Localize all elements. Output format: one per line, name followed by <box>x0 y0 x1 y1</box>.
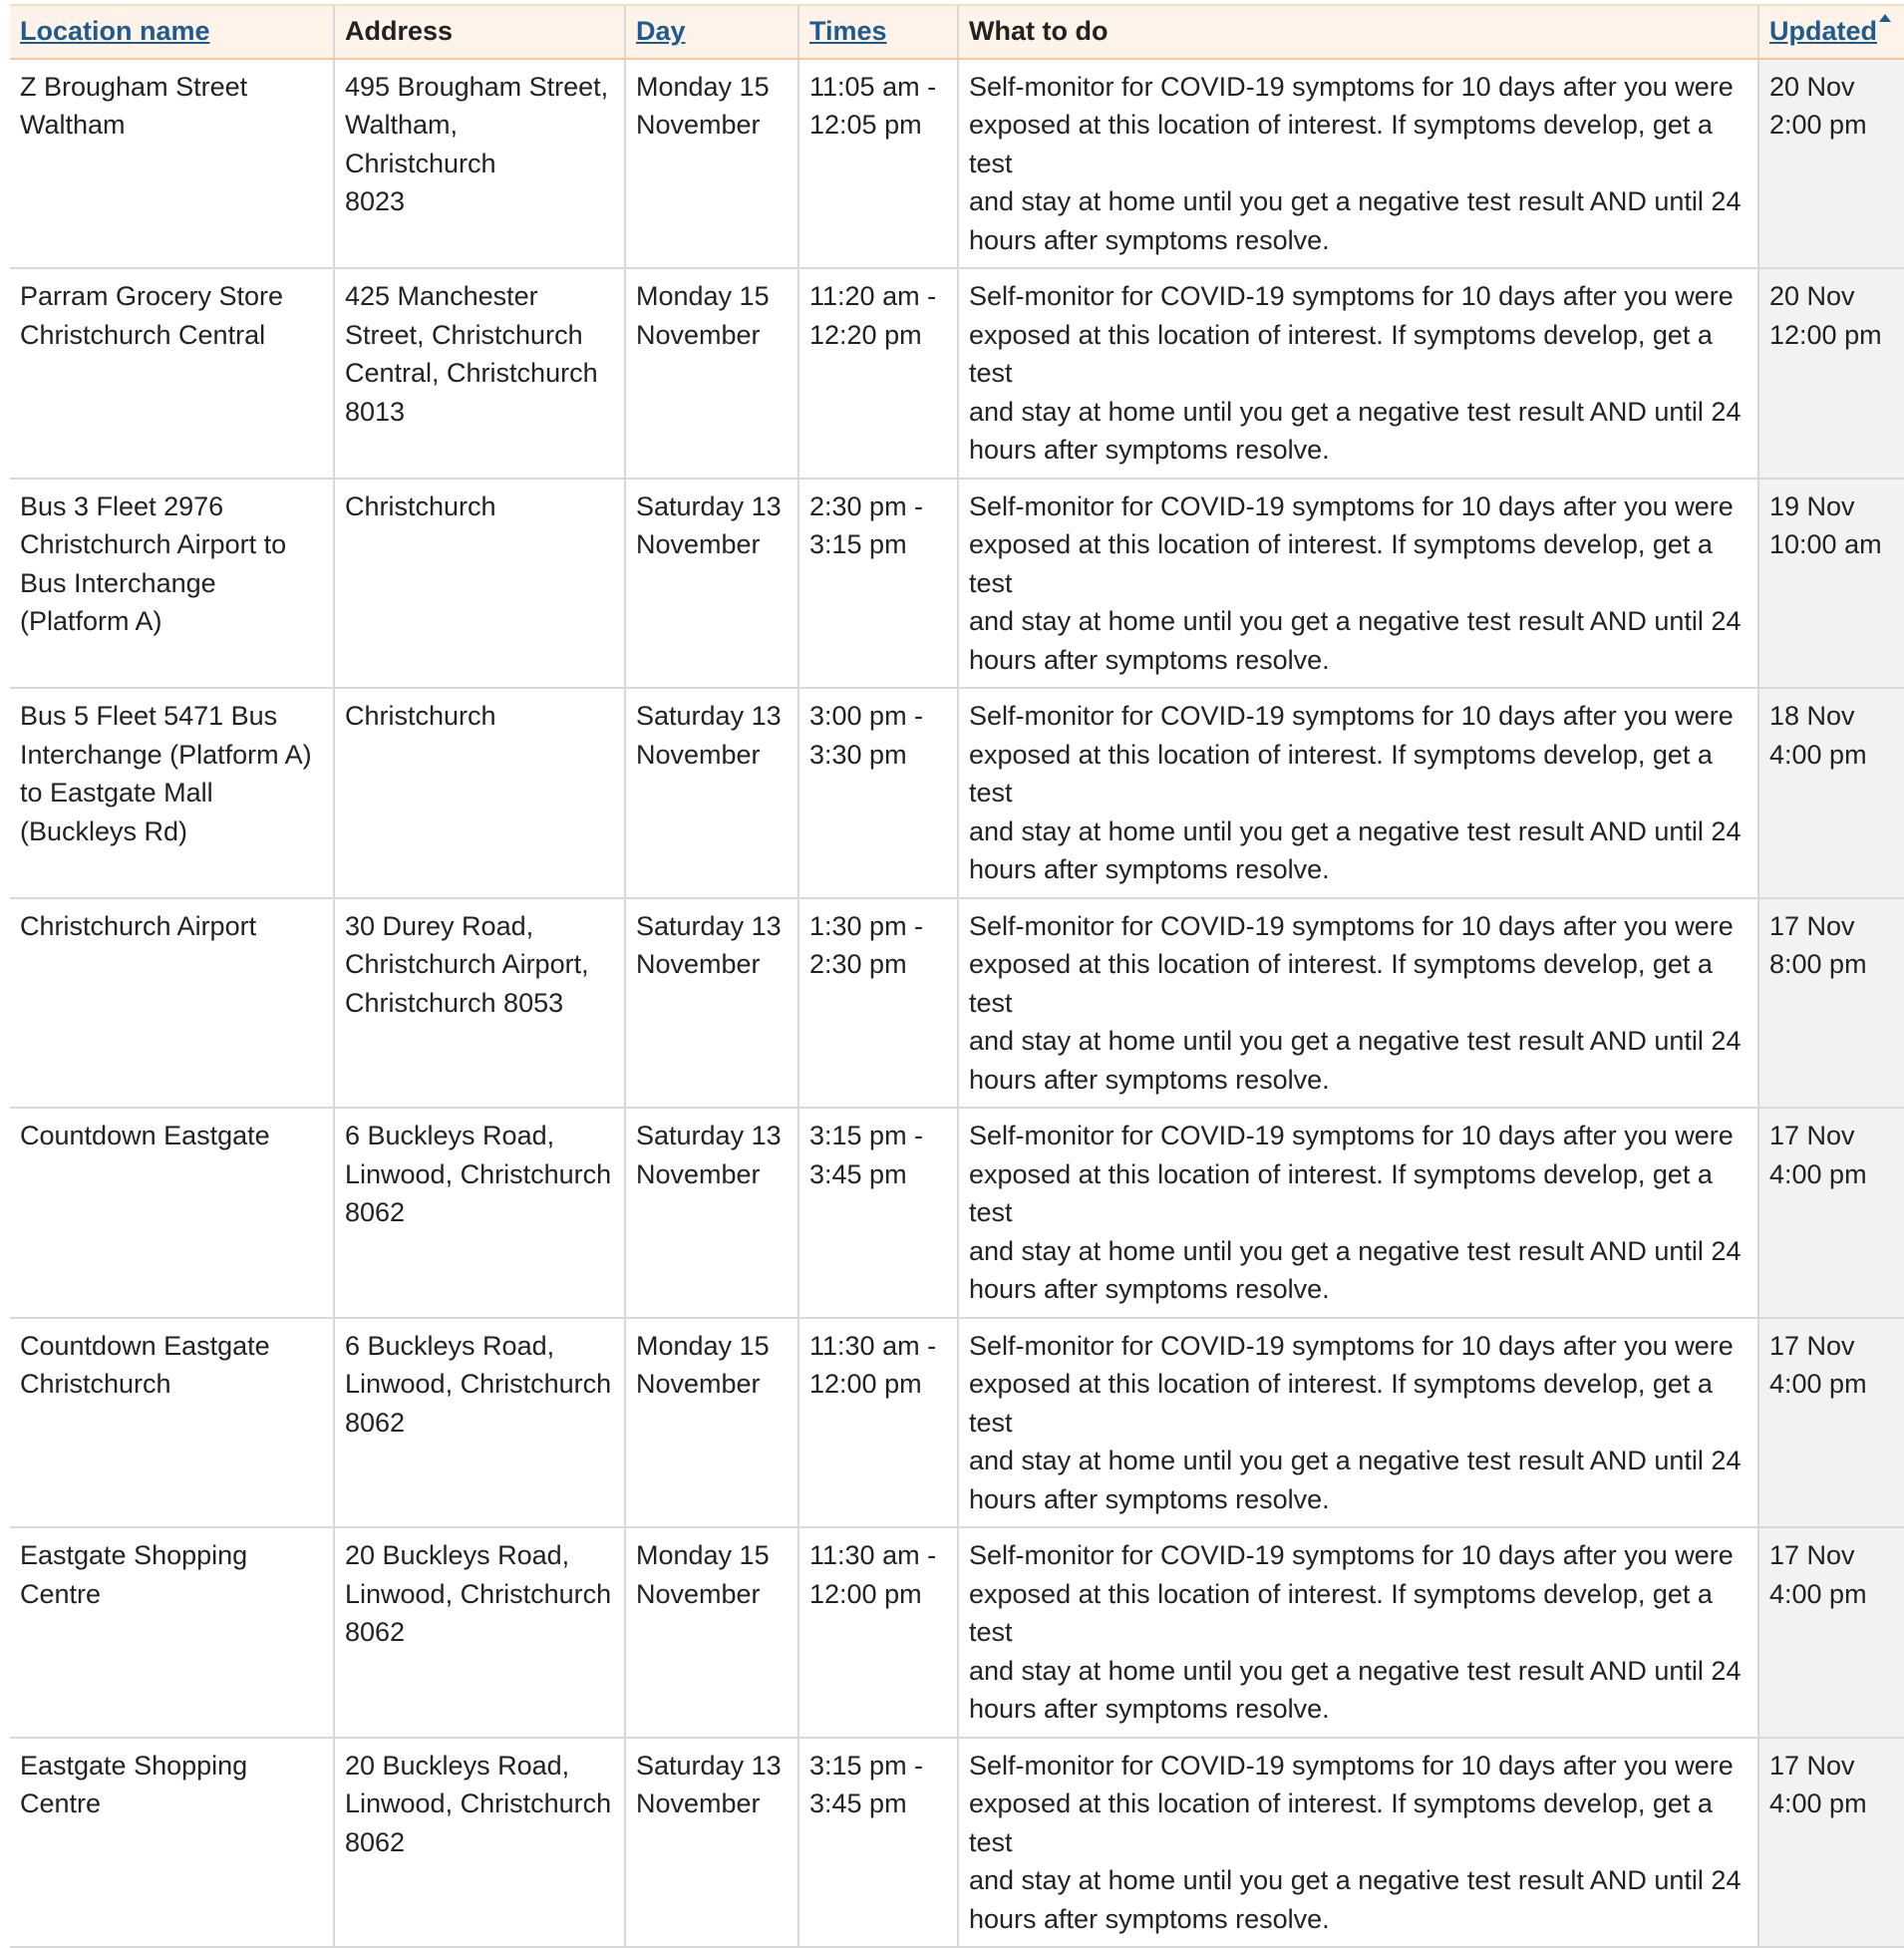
what-to-do-cell-line: hours after symptoms resolve. <box>969 1064 1330 1095</box>
address-cell <box>334 1318 625 1528</box>
updated-cell-line: 8:00 pm <box>1769 949 1867 979</box>
updated-cell-line: 17 Nov <box>1769 1540 1855 1570</box>
updated-cell-line: 2:00 pm <box>1769 110 1867 140</box>
address-cell-line: 8062 <box>345 1407 406 1438</box>
day-cell-line: Saturday 13 <box>636 701 782 731</box>
what-to-do-cell-line: and stay at home until you get a negative test result AND until 24 <box>969 1235 1742 1266</box>
updated-cell <box>1758 1108 1904 1318</box>
what-to-do-cell-line: exposed at this location of interest. If symptoms develop, get a test <box>969 1158 1713 1227</box>
table-row <box>10 479 1904 689</box>
table-row <box>10 688 1904 898</box>
address-cell-line: 8062 <box>345 1197 406 1227</box>
location-name-cell-line: Waltham <box>20 110 126 140</box>
day-cell <box>625 479 798 689</box>
column-header-updated[interactable] <box>1758 5 1904 59</box>
times-cell <box>798 59 958 269</box>
day-cell-line: Monday 15 <box>636 1330 770 1361</box>
updated-cell-line: 17 Nov <box>1769 1121 1855 1150</box>
what-to-do-cell-line: hours after symptoms resolve. <box>969 1483 1330 1514</box>
times-cell <box>798 1527 958 1738</box>
what-to-do-cell-line: hours after symptoms resolve. <box>969 1274 1330 1304</box>
times-cell-line: 3:00 pm - <box>809 701 924 731</box>
sort-ascending-icon <box>1879 14 1891 22</box>
address-cell <box>334 898 625 1109</box>
address-cell-line: 6 Buckleys Road, <box>345 1330 555 1361</box>
what-to-do-cell <box>958 59 1758 269</box>
what-to-do-cell-line: Self-monitor for COVID-19 symptoms for 10 days after you were <box>969 1330 1734 1361</box>
address-cell-line: Linwood, Christchurch <box>345 1788 612 1818</box>
updated-cell-line: 20 Nov <box>1769 71 1855 102</box>
address-cell-line: 425 Manchester <box>345 281 538 311</box>
day-cell-line: November <box>636 949 761 979</box>
updated-cell-line: 12:00 pm <box>1769 319 1882 350</box>
what-to-do-cell-line: hours after symptoms resolve. <box>969 1903 1330 1934</box>
what-to-do-cell-line: exposed at this location of interest. If symptoms develop, get a test <box>969 739 1713 808</box>
times-cell-line: 12:00 pm <box>809 1578 922 1609</box>
day-cell-line: November <box>636 739 761 770</box>
times-cell <box>798 268 958 479</box>
what-to-do-cell-line: hours after symptoms resolve. <box>969 1694 1330 1724</box>
what-to-do-cell-line: hours after symptoms resolve. <box>969 644 1330 675</box>
location-name-cell-line: Centre <box>20 1578 102 1609</box>
location-name-cell <box>10 898 334 1109</box>
address-cell-line: 8013 <box>345 396 406 427</box>
times-cell <box>798 898 958 1109</box>
address-cell-line: Linwood, Christchurch <box>345 1578 612 1609</box>
location-name-cell-line: Christchurch Airport <box>20 910 257 941</box>
day-cell-line: November <box>636 319 761 350</box>
location-name-cell-line: to Eastgate Mall <box>20 778 213 808</box>
day-cell <box>625 59 798 269</box>
times-cell <box>798 1738 958 1948</box>
updated-cell <box>1758 1738 1904 1948</box>
what-to-do-cell <box>958 479 1758 689</box>
day-cell <box>625 1318 798 1528</box>
times-cell-line: 11:30 am - <box>809 1540 937 1570</box>
address-cell-line: 20 Buckleys Road, <box>345 1540 570 1570</box>
day-cell <box>625 1527 798 1738</box>
address-cell <box>334 59 625 269</box>
day-cell-line: November <box>636 1578 761 1609</box>
times-cell-line: 2:30 pm - <box>809 490 924 521</box>
what-to-do-cell-line: and stay at home until you get a negative test result AND until 24 <box>969 396 1742 427</box>
day-cell-line: Monday 15 <box>636 71 770 102</box>
updated-cell-line: 4:00 pm <box>1769 1788 1867 1818</box>
what-to-do-cell-line: exposed at this location of interest. If symptoms develop, get a test <box>969 110 1713 178</box>
what-to-do-cell-line: exposed at this location of interest. If symptoms develop, get a test <box>969 949 1713 1018</box>
location-name-cell-line: Christchurch Airport to <box>20 529 287 559</box>
location-name-cell <box>10 1318 334 1528</box>
updated-cell <box>1758 479 1904 689</box>
what-to-do-cell-line: exposed at this location of interest. If symptoms develop, get a test <box>969 1788 1713 1857</box>
address-cell-line: Street, Christchurch <box>345 319 583 350</box>
address-cell-line: Central, Christchurch <box>345 358 598 388</box>
address-cell-line: 8062 <box>345 1617 406 1647</box>
updated-cell <box>1758 688 1904 898</box>
address-cell-line: 495 Brougham Street, <box>345 71 609 102</box>
sort-times-link[interactable]: Times <box>809 16 887 46</box>
what-to-do-cell-line: hours after symptoms resolve. <box>969 854 1330 884</box>
address-cell-line: 30 Durey Road, <box>345 910 534 941</box>
locations-of-interest-table <box>10 4 1904 1948</box>
day-cell-line: Saturday 13 <box>636 490 782 521</box>
sort-day-link[interactable]: Day <box>636 16 686 46</box>
location-name-cell-line: (Buckleys Rd) <box>20 815 188 846</box>
column-header-location[interactable] <box>10 5 334 59</box>
what-to-do-cell-line: hours after symptoms resolve. <box>969 435 1330 465</box>
updated-cell-line: 4:00 pm <box>1769 1158 1867 1189</box>
times-cell-line: 3:15 pm <box>809 529 907 559</box>
location-name-cell <box>10 479 334 689</box>
what-to-do-cell <box>958 688 1758 898</box>
times-cell-line: 12:20 pm <box>809 319 922 350</box>
location-name-cell-line: Z Brougham Street <box>20 71 248 102</box>
address-cell <box>334 688 625 898</box>
what-to-do-cell <box>958 268 1758 479</box>
location-name-cell-line: Bus Interchange <box>20 567 216 598</box>
what-to-do-cell-line: Self-monitor for COVID-19 symptoms for 10 days after you were <box>969 1540 1734 1570</box>
day-cell-line: Saturday 13 <box>636 1750 782 1781</box>
what-to-do-cell-line: and stay at home until you get a negative test result AND until 24 <box>969 815 1742 846</box>
times-cell-line: 11:05 am - <box>809 71 937 102</box>
what-to-do-cell <box>958 1318 1758 1528</box>
day-cell-line: November <box>636 529 761 559</box>
table-header-row <box>10 5 1904 59</box>
what-to-do-cell-line: Self-monitor for COVID-19 symptoms for 10 days after you were <box>969 490 1734 521</box>
day-cell-line: November <box>636 110 761 140</box>
location-name-cell-line: Interchange (Platform A) <box>20 739 312 770</box>
updated-cell <box>1758 1527 1904 1738</box>
times-cell-line: 3:15 pm - <box>809 1750 924 1781</box>
day-cell-line: November <box>636 1369 761 1399</box>
what-to-do-cell-line: Self-monitor for COVID-19 symptoms for 10 days after you were <box>969 1750 1734 1781</box>
times-cell <box>798 1108 958 1318</box>
location-name-cell-line: Bus 3 Fleet 2976 <box>20 490 224 521</box>
day-cell <box>625 268 798 479</box>
location-name-cell-line: Christchurch Central <box>20 319 266 350</box>
times-cell <box>798 1318 958 1528</box>
day-cell <box>625 1738 798 1948</box>
times-cell-line: 11:30 am - <box>809 1330 937 1361</box>
table-row <box>10 268 1904 479</box>
times-cell-line: 3:30 pm <box>809 739 907 770</box>
what-to-do-cell <box>958 1738 1758 1948</box>
day-cell-line: November <box>636 1158 761 1189</box>
column-header-day[interactable] <box>625 5 798 59</box>
table-body <box>10 59 1904 1948</box>
updated-cell <box>1758 268 1904 479</box>
locations-table-container <box>10 4 1904 1948</box>
table-row <box>10 1738 1904 1948</box>
updated-cell-line: 10:00 am <box>1769 529 1882 559</box>
what-to-do-cell-line: Self-monitor for COVID-19 symptoms for 10 days after you were <box>969 701 1734 731</box>
what-to-do-cell-line: Self-monitor for COVID-19 symptoms for 10 days after you were <box>969 910 1734 941</box>
sort-location-link[interactable]: Location name <box>20 16 210 46</box>
address-header-label: Address <box>345 16 454 46</box>
table-row <box>10 1527 1904 1738</box>
location-name-cell <box>10 1108 334 1318</box>
location-name-cell-line: Eastgate Shopping <box>20 1750 248 1781</box>
sort-updated-link[interactable]: Updated <box>1769 16 1877 46</box>
address-cell-line: Waltham, Christchurch <box>345 110 496 178</box>
updated-cell-line: 4:00 pm <box>1769 739 1867 770</box>
address-cell-line: Christchurch <box>345 490 496 521</box>
updated-cell <box>1758 59 1904 269</box>
location-name-cell-line: (Platform A) <box>20 606 162 636</box>
table-row <box>10 898 1904 1109</box>
day-cell-line: Monday 15 <box>636 1540 770 1570</box>
updated-cell-line: 4:00 pm <box>1769 1578 1867 1609</box>
what-to-do-cell-line: and stay at home until you get a negative test result AND until 24 <box>969 1446 1742 1475</box>
what-to-do-cell-line: exposed at this location of interest. If symptoms develop, get a test <box>969 1369 1713 1438</box>
location-name-cell <box>10 688 334 898</box>
updated-cell-line: 20 Nov <box>1769 281 1855 311</box>
updated-cell-line: 19 Nov <box>1769 490 1855 521</box>
address-cell-line: Christchurch 8053 <box>345 987 564 1018</box>
what-to-do-cell <box>958 898 1758 1109</box>
updated-cell-line: 4:00 pm <box>1769 1369 1867 1399</box>
address-cell-line: 20 Buckleys Road, <box>345 1750 570 1781</box>
address-cell-line: Christchurch Airport, <box>345 949 589 979</box>
what-to-do-cell-line: Self-monitor for COVID-19 symptoms for 10 days after you were <box>969 281 1734 311</box>
times-cell-line: 11:20 am - <box>809 281 937 311</box>
updated-cell-line: 17 Nov <box>1769 1330 1855 1361</box>
times-cell-line: 12:05 pm <box>809 110 922 140</box>
address-cell-line: Linwood, Christchurch <box>345 1158 612 1189</box>
location-name-cell <box>10 1738 334 1948</box>
day-cell-line: November <box>636 1788 761 1818</box>
day-cell <box>625 898 798 1109</box>
table-row <box>10 59 1904 269</box>
day-cell-line: Saturday 13 <box>636 910 782 941</box>
address-cell-line: 8023 <box>345 186 406 216</box>
what-to-do-cell-line: and stay at home until you get a negative test result AND until 24 <box>969 1655 1742 1686</box>
column-header-address <box>334 5 625 59</box>
location-name-cell-line: Countdown Eastgate <box>20 1121 270 1150</box>
updated-cell-line: 17 Nov <box>1769 1750 1855 1781</box>
times-cell-line: 3:45 pm <box>809 1788 907 1818</box>
updated-cell <box>1758 1318 1904 1528</box>
address-cell <box>334 1738 625 1948</box>
address-cell <box>334 479 625 689</box>
updated-cell-line: 17 Nov <box>1769 910 1855 941</box>
what-to-do-cell-line: and stay at home until you get a negative test result AND until 24 <box>969 1026 1742 1056</box>
address-cell-line: Christchurch <box>345 701 496 731</box>
times-cell-line: 3:45 pm <box>809 1158 907 1189</box>
what-to-do-cell-line: and stay at home until you get a negative test result AND until 24 <box>969 1865 1742 1895</box>
what-to-do-cell-line: and stay at home until you get a negative test result AND until 24 <box>969 186 1742 216</box>
what-to-do-cell <box>958 1527 1758 1738</box>
what-to-do-cell-line: Self-monitor for COVID-19 symptoms for 10 days after you were <box>969 1121 1734 1150</box>
address-cell-line: 6 Buckleys Road, <box>345 1121 555 1150</box>
day-cell <box>625 1108 798 1318</box>
what-to-do-cell-line: hours after symptoms resolve. <box>969 224 1330 255</box>
what-to-do-cell-line: Self-monitor for COVID-19 symptoms for 10 days after you were <box>969 71 1734 102</box>
location-name-cell-line: Bus 5 Fleet 5471 Bus <box>20 701 278 731</box>
what-to-do-cell-line: and stay at home until you get a negative test result AND until 24 <box>969 606 1742 636</box>
location-name-cell-line: Christchurch <box>20 1369 171 1399</box>
times-cell-line: 2:30 pm <box>809 949 907 979</box>
location-name-cell <box>10 59 334 269</box>
what-to-do-header-label: What to do <box>969 16 1109 46</box>
address-cell <box>334 1108 625 1318</box>
location-name-cell-line: Eastgate Shopping <box>20 1540 248 1570</box>
times-cell-line: 1:30 pm - <box>809 910 924 941</box>
address-cell <box>334 1527 625 1738</box>
times-cell-line: 3:15 pm - <box>809 1121 924 1150</box>
address-cell-line: Linwood, Christchurch <box>345 1369 612 1399</box>
what-to-do-cell-line: exposed at this location of interest. If symptoms develop, get a test <box>969 319 1713 388</box>
table-row <box>10 1108 1904 1318</box>
location-name-cell-line: Parram Grocery Store <box>20 281 284 311</box>
column-header-times[interactable] <box>798 5 958 59</box>
what-to-do-cell <box>958 1108 1758 1318</box>
column-header-what-to-do <box>958 5 1758 59</box>
what-to-do-cell-line: exposed at this location of interest. If symptoms develop, get a test <box>969 1578 1713 1647</box>
times-cell <box>798 479 958 689</box>
address-cell-line: 8062 <box>345 1826 406 1857</box>
what-to-do-cell-line: exposed at this location of interest. If symptoms develop, get a test <box>969 529 1713 598</box>
updated-cell-line: 18 Nov <box>1769 701 1855 731</box>
times-cell <box>798 688 958 898</box>
location-name-cell <box>10 1527 334 1738</box>
day-cell-line: Monday 15 <box>636 281 770 311</box>
location-name-cell-line: Centre <box>20 1788 102 1818</box>
times-cell-line: 12:00 pm <box>809 1369 922 1399</box>
day-cell <box>625 688 798 898</box>
location-name-cell-line: Countdown Eastgate <box>20 1330 270 1361</box>
updated-cell <box>1758 898 1904 1109</box>
location-name-cell <box>10 268 334 479</box>
day-cell-line: Saturday 13 <box>636 1121 782 1150</box>
address-cell <box>334 268 625 479</box>
table-row <box>10 1318 1904 1528</box>
